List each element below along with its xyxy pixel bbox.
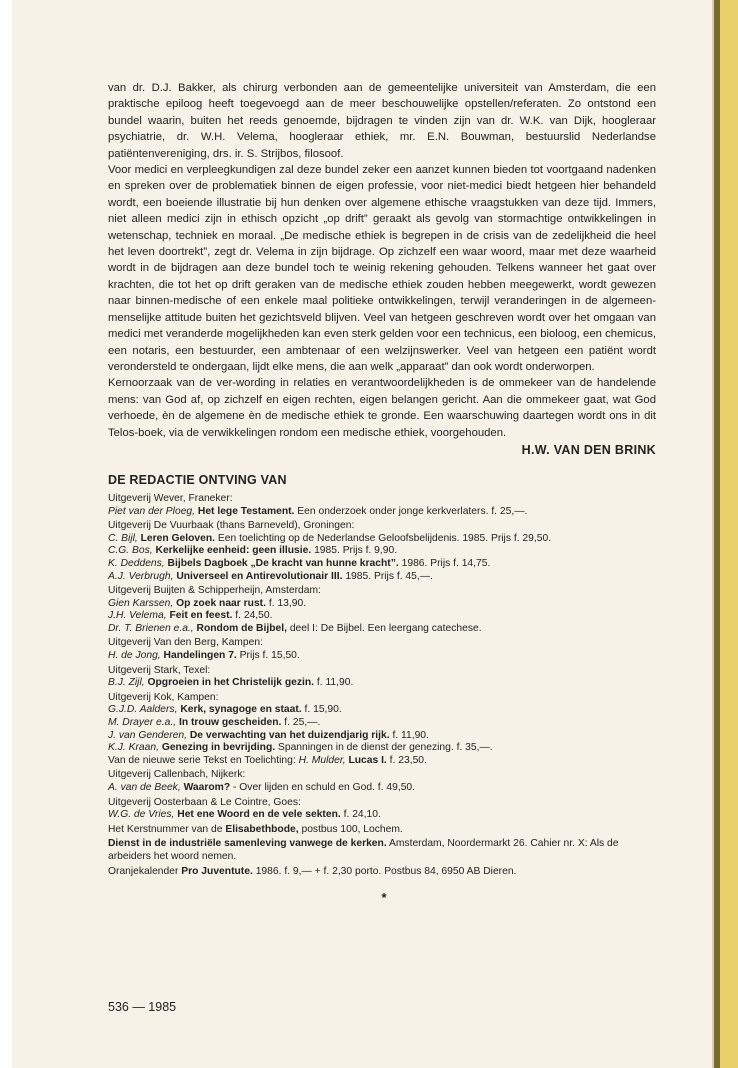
book-author: K.J. Kraan, — [108, 742, 159, 754]
publisher-name: Uitgeverij Kok, Kampen: — [108, 691, 219, 703]
book-author: Dr. T. Brienen e.a., — [108, 622, 194, 634]
paragraph: van dr. D.J. Bakker, als chirurg verbonden aan de gemeentelijke universiteit van Amsterdam, die een praktische epiloog heeft toegevoegd aan de meer beschouwelijke opstellen/referaten. Zo ontstond een bundel waarin, buiten het reeds genoemde, bijdragen te vinden zijn van dr. W.K. van Dijk, hoogleraar psychiatrie, dr. W.H. Velema, hoogleraar ethiek, mr. E.N. Bouwman, bestuurslid Nederlandse patiëntenvereniging, drs. ir. S. Strijbos, filosoof. — [108, 82, 656, 160]
book-title: Kerkelijke eenheid: geen illusie. — [155, 545, 312, 557]
book-title: Lucas I. — [348, 754, 387, 766]
publisher-name: Uitgeverij Stark, Texel: — [108, 664, 211, 676]
book-title: Het ene Woord en de vele sekten. — [177, 809, 341, 821]
book-entry — [108, 809, 656, 822]
book-details: f. 24,50. — [235, 610, 273, 622]
book-title: Genezing in bevrijding. — [161, 742, 276, 754]
book-entry — [108, 610, 656, 623]
book-author: G.J.D. Aalders, — [108, 704, 178, 716]
book-details: f. 13,90. — [268, 597, 307, 609]
book-details: - Over lijden en schuld en God. f. 49,50. — [233, 782, 416, 793]
book-author: C.G. Bos, — [108, 545, 153, 557]
book-author: C. Bijl, — [108, 532, 138, 544]
book-entry — [108, 704, 656, 717]
book-entry — [108, 545, 656, 558]
book-title: Leren Geloven. — [140, 532, 216, 544]
extra-details: postbus 100, Lochem. — [301, 823, 403, 835]
paragraph: Voor medici en verpleegkundigen zal deze bundel zeker een aanzet kunnen bieden tot voortgaand nadenken en spreken over de problematiek binnen de eigen professie, voor niet-medici biedt hetgeen hier behandeld wordt, een boeiende illustratie bij hun denken over algemene ethische vraagstukken van deze tijd. Immers, niet alleen medici zijn in ethisch opzicht „op drift” geraakt als gevolg van stormachtige ontwikkelingen in wetenschap, techniek en moraal. „De medische ethiek is begrepen in de crisis van de zedelijkheid die heel het leven doortrekt”, zegt dr. Velema in zijn bijdrage. Op zichzelf een waar woord, maar met deze waarheid wordt in de bijdragen aan deze bundel toch te weinig rekening gehouden. Telkens wanneer het gaat over krachten, die tot het op drift geraken van de medische ethiek zouden hebben meegewerkt, wordt gewezen naar binnen-medische of een enkele maal politieke ontwikkelingen, terwijl veranderingen in de algemeen-menselijke attitude buiten het gezichtsveld blijven. Veel van hetgeen geschreven wordt over het omgaan van medici met veranderde mogelijkheden kan even sterk gelden voor een technicus, een bioloog, een chemicus, een notaris, een bestuurder, een ambtenaar of een welzijnswerker. Veel van hetgeen een patiënt wordt verondersteld te ondergaan, lijdt elke mens, die aan welk „apparaat” dan ook wordt onderworpen. — [108, 164, 656, 373]
book-title: Bijbels Dagboek „De kracht van hunne kracht”. — [167, 557, 399, 569]
book-title: Het lege Testament. — [197, 505, 295, 517]
book-entry — [108, 755, 656, 768]
book-details: 1985. Prijs f. 9,90. — [314, 545, 398, 557]
extra-entry — [108, 866, 656, 879]
publisher-name: Uitgeverij Van den Berg, Kampen: — [108, 637, 263, 649]
book-details: f. 24,10. — [343, 809, 381, 821]
extra-title: Elisabethbode, — [225, 823, 299, 835]
book-details: 1985. Prijs f. 45,—. — [345, 570, 433, 582]
book-title: Kerk, synagoge en staat. — [180, 704, 302, 716]
book-details: deel I: De Bijbel. Een leergang catechese. — [289, 622, 482, 634]
book-details: f. 25,—. — [284, 717, 321, 729]
book-title: Op zoek naar rust. — [176, 597, 266, 609]
book-title: De verwachting van het duizendjarig rijk. — [189, 729, 390, 741]
publisher-name: Uitgeverij Wever, Franeker: — [108, 492, 233, 504]
extra-details: 1986. f. 9,— + f. 2,30 porto. Postbus 84, 6950 AB Dieren. — [255, 865, 517, 877]
book-entry — [108, 598, 656, 611]
book-author: W.G. de Vries, — [108, 809, 175, 821]
extra-details: Amsterdam, Noordermarkt 26. Cahier nr. X: Als de arbeiders het woord nemen. — [108, 838, 619, 862]
book-title: Opgroeien in het Christelijk gezin. — [147, 677, 314, 689]
publisher-name: Uitgeverij Buijten & Schipperheijn, Amsterdam: — [108, 585, 321, 597]
publisher-name: Uitgeverij Oosterbaan & Le Cointre, Goes: — [108, 796, 301, 808]
extra-title: Pro Juventute. — [181, 865, 253, 877]
extra-prefix: Het Kerstnummer van de — [108, 823, 223, 835]
book-author: B.J. Zijl, — [108, 677, 145, 689]
book-author: A.J. Verbrugh, — [108, 570, 174, 582]
page-number: 536 — 1985 — [108, 1000, 177, 1014]
publisher-name: Uitgeverij De Vuurbaak (thans Barneveld), Groningen: — [108, 520, 355, 532]
book-author: J.H. Velema, — [108, 610, 167, 622]
book-entry — [108, 782, 656, 795]
book-details: Een toelichting op de Nederlandse Geloofsbelijdenis. 1985. Prijs f. 29,50. — [217, 532, 552, 544]
book-author: J. van Genderen, — [108, 729, 187, 741]
book-title: Feit en feest. — [169, 610, 233, 622]
paragraph: Kernoorzaak van de ver-wording in relaties en verantwoordelijkheden is de ommekeer van de handelende mens: van God af, op zichzelf en eigen rechten, eigen belangen gericht. Aan die ommekeer gaat, wat God verhoede, èn de algemene èn de medische ethiek te gronde. Een waarschuwing daartegen wordt ons in dit Telos-boek, via de verwikkelingen rondom een medische ethiek, voorgehouden. — [108, 377, 656, 439]
book-details: 1986. Prijs f. 14,75. — [401, 557, 491, 569]
book-author: Piet van der Ploeg, — [108, 505, 196, 517]
book-title: In trouw gescheiden. — [178, 717, 282, 729]
book-title: Universeel en Antirevolutionair III. — [176, 570, 343, 582]
book-entry — [108, 533, 656, 546]
book-entry — [108, 650, 656, 663]
book-title: Rondom de Bijbel, — [196, 622, 287, 634]
book-author: Gien Karssen, — [108, 597, 174, 609]
book-details: f. 23,50. — [389, 754, 427, 766]
book-author: H. de Jong, — [108, 650, 161, 662]
book-details: f. 15,90. — [304, 704, 342, 716]
book-entry — [108, 558, 656, 571]
book-author: K. Deddens, — [108, 557, 165, 569]
book-entry — [108, 742, 656, 755]
book-author: H. Mulder, — [298, 754, 346, 766]
book-details: Prijs f. 15,50. — [239, 650, 300, 662]
book-author: A. van de Beek, — [108, 782, 181, 793]
review-text — [108, 80, 656, 441]
book-entry — [108, 506, 656, 519]
book-entry — [108, 571, 656, 584]
book-title: Handelingen 7. — [163, 650, 237, 662]
review-signature: H.W. VAN DEN BRINK — [521, 442, 656, 457]
extra-prefix: Oranjekalender — [108, 865, 179, 877]
series-label: Van de nieuwe serie Tekst en Toelichting: — [108, 754, 296, 766]
binding-edge-light — [720, 0, 738, 1068]
book-entry — [108, 623, 656, 636]
extra-entry — [108, 838, 656, 863]
book-details: Een onderzoek onder jonge kerkverlaters. f. 25,—. — [297, 505, 528, 517]
page-content — [108, 80, 656, 905]
section-title: DE REDACTIE ONTVING VAN — [108, 472, 287, 487]
book-entry — [108, 677, 656, 690]
book-title: Waarom? — [183, 782, 231, 793]
publisher-name: Uitgeverij Callenbach, Nijkerk: — [108, 769, 246, 781]
book-entry — [108, 730, 656, 743]
book-entry — [108, 717, 656, 730]
received-books-list — [108, 493, 656, 878]
extra-entry — [108, 824, 656, 837]
book-author: M. Drayer e.a., — [108, 717, 177, 729]
asterisk-divider: * — [381, 890, 387, 906]
book-details: f. 11,90. — [316, 677, 354, 689]
book-details: f. 11,90. — [392, 729, 429, 741]
book-details: Spanningen in de dienst der genezing. f. 35,—. — [277, 742, 493, 754]
extra-title: Dienst in de industriële samenleving vanwege de kerken. — [108, 838, 387, 850]
